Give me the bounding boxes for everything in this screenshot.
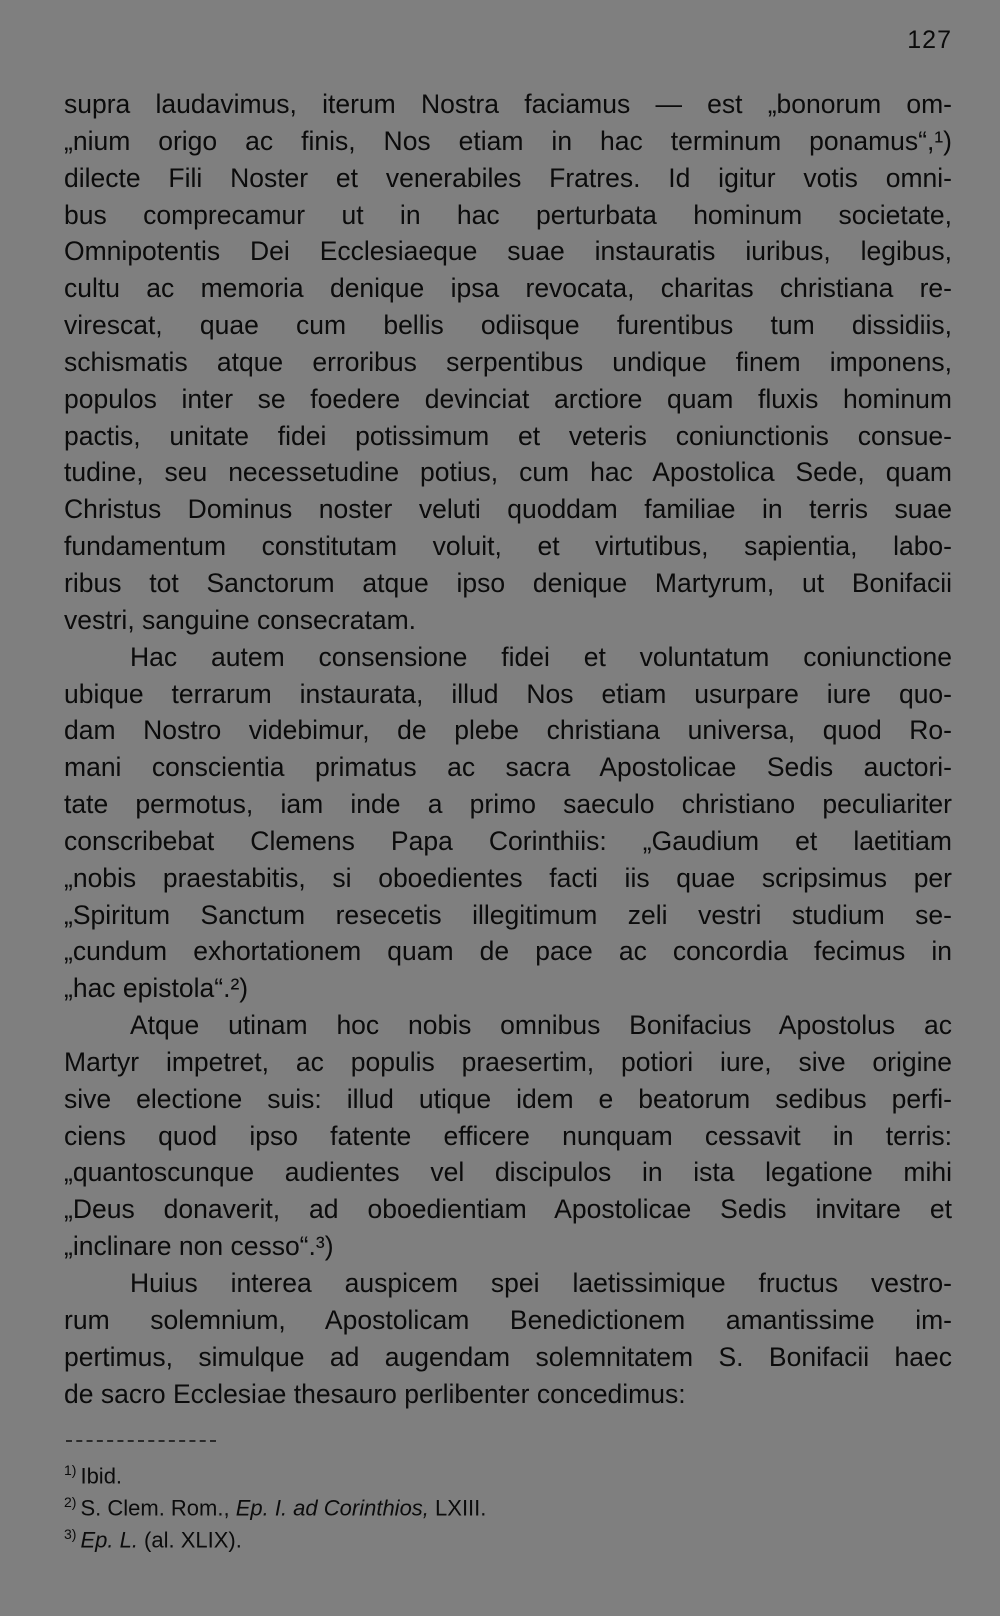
text-line: ubique terrarum instaurata, illud Nos etiam usurpare iure quo- bbox=[64, 678, 952, 709]
text-line: de sacro Ecclesiae thesauro perlibenter concedimus: bbox=[64, 1378, 686, 1409]
paragraph-first-line: Huius interea auspicem spei laetissimique fructus vestro- bbox=[130, 1268, 952, 1298]
footnote-marker: 3) bbox=[64, 1526, 77, 1542]
text-line: fundamentum constitutam voluit, et virtutibus, sapientia, labo- bbox=[64, 531, 952, 562]
text-line: bus comprecamur ut in hac perturbata hominum societate, bbox=[64, 199, 952, 230]
footnote-italic-title: Ep. I. ad Corinthios, bbox=[235, 1495, 429, 1521]
text-line: „inclinare non cesso“.³) bbox=[64, 1231, 334, 1262]
text-line: supra laudavimus, iterum Nostra faciamus — est „bonorum om- bbox=[64, 89, 952, 119]
text-line: conscribebat Clemens Papa Corinthiis: „Gaudium et laetitiam bbox=[64, 825, 952, 856]
footnotes bbox=[64, 1454, 764, 1553]
footnote-marker: 1) bbox=[64, 1462, 77, 1478]
text-line: pactis, unitate fidei potissimum et veteris coniunctionis consue- bbox=[64, 420, 952, 451]
text-line: „Deus donaverit, ad oboedientiam Apostolicae Sedis invitare et bbox=[64, 1194, 952, 1225]
text-line: Omnipotentis Dei Ecclesiaeque suae instauratis iuribus, legibus, bbox=[64, 236, 952, 267]
text-line: „nium origo ac finis, Nos etiam in hac terminum ponamus“,¹) bbox=[64, 125, 952, 156]
page-number: 127 bbox=[907, 26, 952, 54]
text-line: pertimus, simulque ad augendam solemnitatem S. Bonifacii haec bbox=[64, 1341, 952, 1372]
footnote-text: S. Clem. Rom., bbox=[80, 1495, 236, 1521]
text-line: Martyr impetret, ac populis praesertim, potiori iure, sive origine bbox=[64, 1046, 952, 1077]
text-line: virescat, quae cum bellis odiisque furentibus tum dissidiis, bbox=[64, 310, 952, 341]
text-line: tate permotus, iam inde a primo saeculo christiano peculiariter bbox=[64, 789, 952, 820]
text-line: „quantoscunque audientes vel discipulos in ista legatione mihi bbox=[64, 1157, 952, 1188]
text-line: populos inter se foedere devinciat arctiore quam fluxis hominum bbox=[64, 383, 952, 414]
text-line: dilecte Fili Noster et venerabiles Fratres. Id igitur votis omni- bbox=[64, 162, 952, 193]
footnote-divider bbox=[66, 1440, 216, 1442]
footnote-3 bbox=[64, 1518, 764, 1553]
body-text bbox=[64, 86, 952, 1412]
text-line: Christus Dominus noster veluti quoddam familiae in terris suae bbox=[64, 494, 952, 525]
text-line: mani conscientia primatus ac sacra Apostolicae Sedis auctori- bbox=[64, 752, 952, 783]
text-line: „hac epistola“.²) bbox=[64, 973, 249, 1004]
footnote-text: LXIII. bbox=[428, 1495, 487, 1521]
text-line: ribus tot Sanctorum atque ipso denique Martyrum, ut Bonifacii bbox=[64, 567, 952, 598]
text-line: tudine, seu necessetudine potius, cum hac Apostolica Sede, quam bbox=[64, 457, 952, 488]
text-line: „cundum exhortationem quam de pace ac concordia fecimus in bbox=[64, 936, 952, 967]
text-line: cultu ac memoria denique ipsa revocata, charitas christiana re- bbox=[64, 273, 952, 304]
text-line: vestri, sanguine consecratam. bbox=[64, 604, 417, 635]
text-line: „Spiritum Sanctum resecetis illegitimum zeli vestri studium se- bbox=[64, 899, 952, 930]
footnote-1 bbox=[64, 1454, 764, 1489]
footnote-italic-title: Ep. L. bbox=[80, 1527, 138, 1553]
footnote-marker: 2) bbox=[64, 1494, 77, 1510]
text-line: schismatis atque erroribus serpentibus undique finem imponens, bbox=[64, 346, 952, 377]
paragraph-first-line: Atque utinam hoc nobis omnibus Bonifacius Apostolus ac bbox=[130, 1010, 952, 1041]
footnote-text: (al. XLIX). bbox=[137, 1527, 242, 1553]
text-line: sive electione suis: illud utique idem e beatorum sedibus perfi- bbox=[64, 1083, 952, 1114]
footnote-text: Ibid. bbox=[80, 1463, 123, 1489]
text-line: rum solemnium, Apostolicam Benedictionem amantissime im- bbox=[64, 1304, 952, 1335]
text-line: „nobis praestabitis, si oboedientes facti iis quae scripsimus per bbox=[64, 862, 952, 893]
paragraph-first-line: Hac autem consensione fidei et voluntatum coniunctione bbox=[130, 641, 952, 672]
footnote-2 bbox=[64, 1486, 764, 1521]
text-line: ciens quod ipso fatente efficere nunquam cessavit in terris: bbox=[64, 1120, 952, 1151]
text-line: dam Nostro videbimur, de plebe christiana universa, quod Ro- bbox=[64, 715, 952, 746]
